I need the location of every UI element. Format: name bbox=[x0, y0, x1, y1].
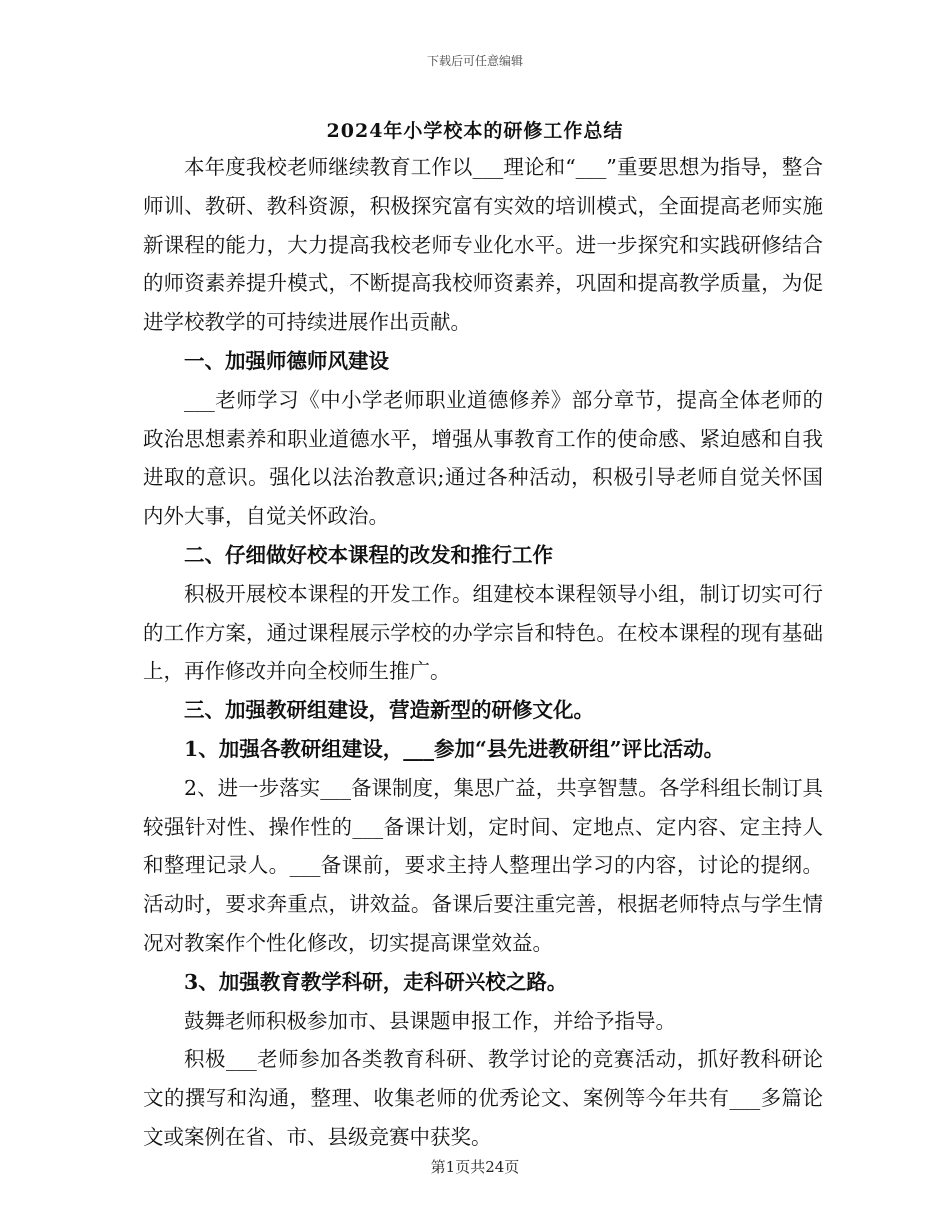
subheading-3-1: 1、加强各教研组建设，___参加“县先进教研组”评比活动。 bbox=[184, 736, 725, 761]
subheading-3-3: 3、加强教育教学科研，走科研兴校之路。 bbox=[184, 969, 568, 994]
section-heading-2: 二、仔细做好校本课程的改发和推行工作 bbox=[184, 542, 553, 567]
section-heading-3: 三、加强教研组建设，营造新型的研修文化。 bbox=[184, 698, 594, 723]
paragraph-section-2: 积极开展校本课程的开发工作。组建校本课程领导小组，制订切实可行的工作方案，通过课程展示学校的办学宗旨和特色。在校本课程的现有基础上，再作修改并向全校师生推广。 bbox=[143, 581, 823, 684]
document-body bbox=[143, 148, 823, 1157]
paragraph-3-3-a: 鼓舞老师积极参加市、县课题申报工作，并给予指导。 bbox=[184, 1008, 676, 1033]
section-heading-1: 一、加强师德师风建设 bbox=[184, 348, 389, 373]
paragraph-3-3-b: 积极___老师参加各类教育科研、教学讨论的竞赛活动，抓好教科研论文的撰写和沟通，整理、收集老师的优秀论文、案例等今年共有___多篇论文或案例在省、市、县级竞赛中获奖。 bbox=[143, 1047, 823, 1149]
page-footer: 第1页共24页 bbox=[430, 1158, 520, 1176]
paragraph-section-1: ___老师学习《中小学老师职业道德修养》部分章节，提高全体老师的政治思想素养和职业道德水平，增强从事教育工作的使命感、紧迫感和自我进取的意识。强化以法治教意识;通过各种活动，积极引导老师自觉关怀国内外大事，自觉关怀政治。 bbox=[143, 387, 823, 529]
header-note: 下载后可任意编辑 bbox=[426, 54, 523, 68]
document-title: 2024年小学校本的研修工作总结 bbox=[326, 120, 624, 142]
paragraph-intro: 本年度我校老师继续教育工作以___理论和“___”重要思想为指导，整合师训、教研、教科资源，积极探究富有实效的培训模式，全面提高老师实施新课程的能力，大力提高我校老师专业化水平。进一步探究和实践研修结合的师资素养提升模式，不断提高我校师资素养，巩固和提高教学质量，为促进学校教学的可持续进展作出贡献。 bbox=[143, 155, 823, 335]
paragraph-3-2: 2、进一步落实___备课制度，集思广益，共享智慧。各学科组长制订具较强针对性、操作性的___备课计划，定时间、定地点、定内容、定主持人和整理记录人。___备课前，要求主持人整理出学习的内容，讨论的提纲。活动时，要求奔重点，讲效益。备课后要注重完善，根据老师特点与学生情况对教案作个性化修改，切实提高课堂效益。 bbox=[143, 775, 823, 955]
